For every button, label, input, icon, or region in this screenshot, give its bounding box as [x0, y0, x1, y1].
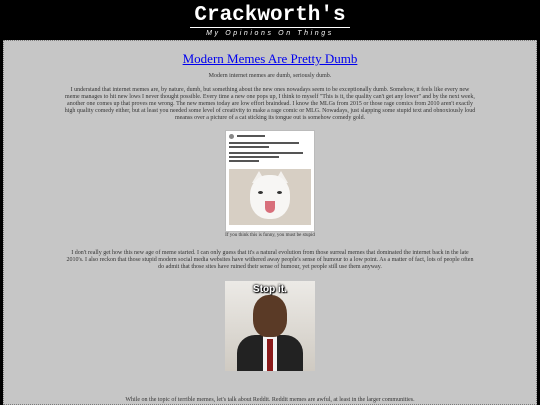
post-paragraph-3: While on the topic of terrible memes, let's talk about Reddit. Reddit memes are awful, at least in the larger communities.	[125, 397, 415, 403]
site-header	[0, 0, 540, 40]
site-tagline: My Opinions On Things	[206, 30, 334, 37]
tweet-line	[237, 135, 265, 137]
tweet-line	[229, 160, 259, 162]
cat-photo	[229, 169, 311, 225]
tweet-line	[229, 146, 269, 148]
post-title-link[interactable]: Modern Memes Are Pretty Dumb	[182, 51, 358, 66]
stop-it-meme-image	[225, 281, 315, 371]
man-head	[253, 295, 287, 337]
post-paragraph-1: I understand that internet memes are, by nature, dumb, but something about the new ones nowadays seem to be exceptionally dumb. Somehow, it feels like every new meme manages to hit new lows I never thought possible. Every time a new one pops up, I think to myself "This is it, the quality can't get any lower" and by the next week, another one comes up that proves me wrong. The new memes today are low effort braindead. I know the MLGs from 2015 or those rage comics from 2010 aren't exactly high quality comedy either, but at least you needed some level of creativity to make a rage comic or MLG. Nowadays, just slapping some stupid text and obnoxiously loud meanss over a picture of a cat sticking its tongue out is somehow comedy gold.	[64, 87, 476, 121]
tweet-line	[229, 142, 299, 144]
cat-tongue	[265, 201, 275, 213]
tie	[267, 339, 273, 371]
meme-caption-text: Stop it.	[253, 284, 287, 295]
cat-eye	[277, 191, 282, 194]
cat-meme-image	[225, 130, 315, 232]
tweet-line	[229, 152, 303, 154]
tweet-line	[229, 156, 279, 158]
image-caption: If you think this is funny, you must be stupid	[225, 233, 315, 238]
post-paragraph-2: I don't really get how this new age of meme started. I can only guess that it's a natural evolution from those surreal memes that dominated the internet back in the late 2010's. I also reckon that those stupid modern social media websites have withered away people's sense of humour to a low point. As a matter of fact, lots of people often do admit that those sites have ruined their sense of humour, yet people still use them anyway.	[66, 250, 474, 270]
cat-eye	[258, 191, 263, 194]
post-intro: Modern internet memes are dumb, seriously dumb.	[208, 73, 332, 79]
site-title[interactable]: Crackworth's	[190, 5, 349, 28]
post-content	[3, 40, 537, 405]
tweet-avatar-icon	[229, 134, 234, 139]
